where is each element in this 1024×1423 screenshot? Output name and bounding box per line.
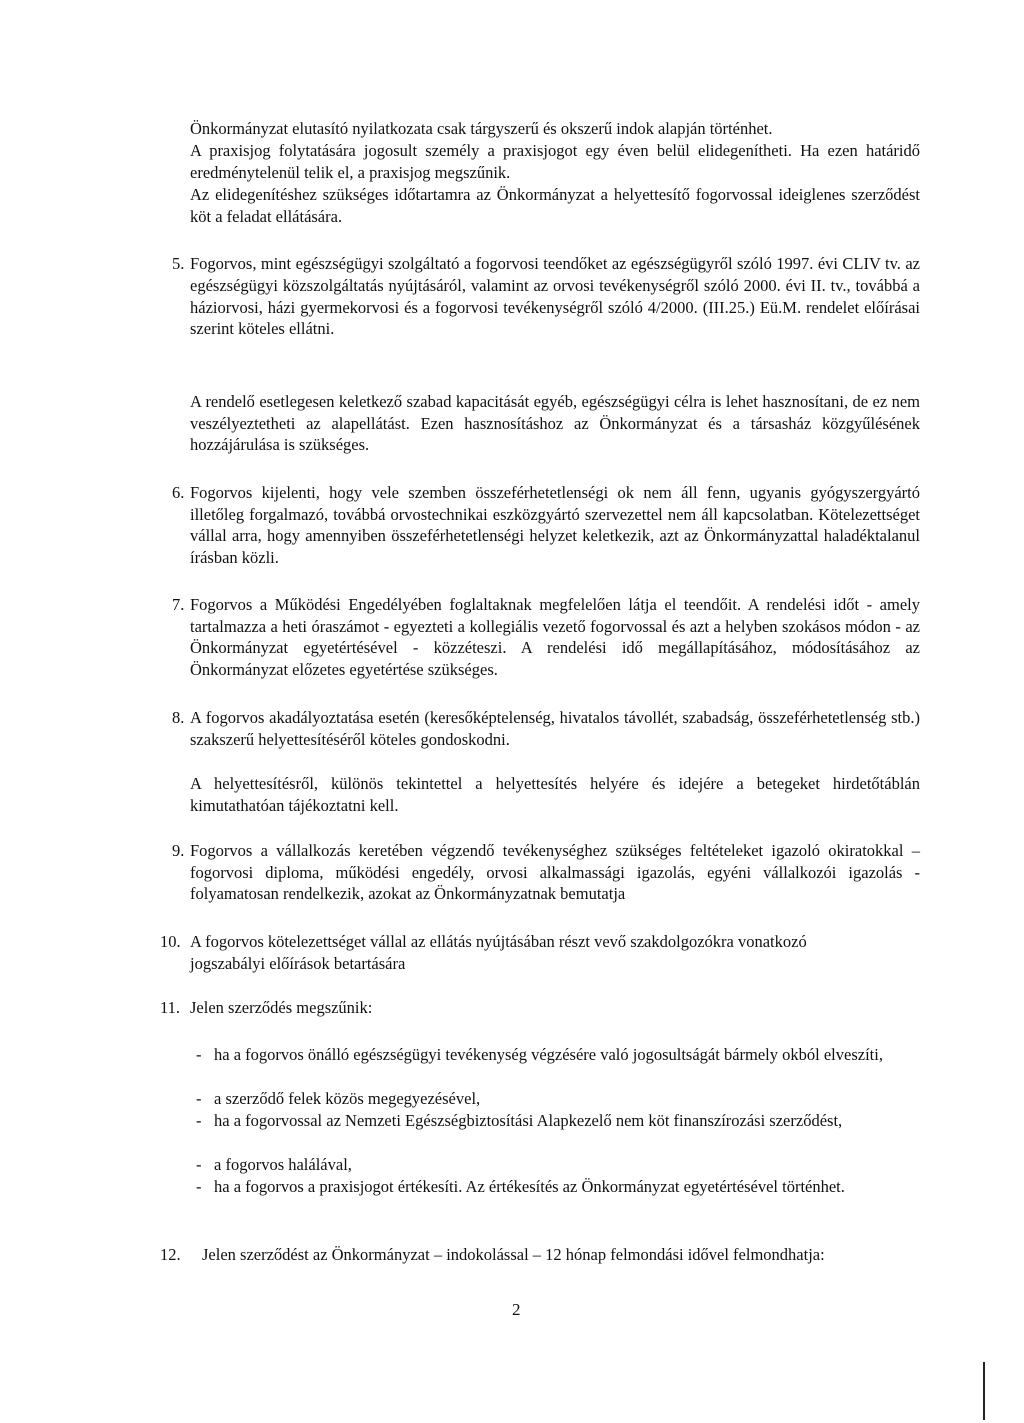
item-5-text: Fogorvos, mint egészségügyi szolgáltató a fogorvosi teendőket az egészségügyről szóló 1997. évi CLIV tv. az egészségügyi közszolgáltatás nyújtásáról, valamint az orvosi tevékenységről szóló 2000. évi II. tv., továbbá a háziorvosi, házi gyermekorvosi és a fogorvosi tevékenységről szóló 4/2000. (III.25.) Eü.M. rendelet előírásai szerint köteles ellátni. [190, 254, 920, 339]
item-10-text: A fogorvos kötelezettséget vállal az ellátás nyújtásában részt vevő szakdolgozókra vonatkozó jogszabályi előírások betartására [190, 932, 807, 973]
bullet-dash: - [196, 1155, 202, 1174]
termination-item-1-text: ha a fogorvos önálló egészségügyi tevékenység végzésére való jogosultságát bármely okból elveszíti, [214, 1045, 883, 1064]
item-8-text: A fogorvos akadályoztatása esetén (keresőképtelenség, hivatalos távollét, szabadság, összeférhetetlenség stb.) szakszerű helyettesítéséről köteles gondoskodni. [190, 708, 920, 749]
item-12-text: Jelen szerződést az Önkormányzat – indokolással – 12 hónap felmondási idővel felmondhatja: [202, 1245, 825, 1264]
item-6-number: 6. [172, 483, 185, 502]
item-9-number: 9. [172, 841, 185, 860]
bullet-dash: - [196, 1089, 202, 1108]
item-10-number: 10. [160, 932, 181, 951]
item-12-number: 12. [160, 1245, 181, 1264]
intro-paragraph-2: A praxisjog folytatására jogosult személy a praxisjogot egy éven belül elidegenítheti. Ha ezen határidő eredménytelenül telik el, a praxisjog megszűnik. [190, 141, 920, 182]
termination-item-4-text: a fogorvos halálával, [214, 1155, 352, 1174]
item-7-number: 7. [172, 595, 185, 614]
item-8-paragraph-b: A helyettesítésről, különös tekintettel a helyettesítés helyére és idejére a betegeket hirdetőtáblán kimutathatóan tájékoztatni kell. [190, 774, 920, 815]
termination-item-3-text: ha a fogorvossal az Nemzeti Egészségbiztosítási Alapkezelő nem köt finanszírozási szerződést, [214, 1111, 843, 1130]
item-5-paragraph-b: A rendelő esetlegesen keletkező szabad kapacitását egyéb, egészségügyi célra is lehet hasznosítani, de ez nem veszélyeztetheti az alapellátást. Ezen hasznosításhoz az Önkormányzat és a társasház közgyűlésének hozzájárulása is szükséges. [190, 392, 920, 455]
item-5-number: 5. [172, 254, 185, 273]
item-7-text: Fogorvos a Működési Engedélyében foglaltaknak megfelelően látja el teendőit. A rendelési időt - amely tartalmazza a heti óraszámot - egyezteti a kollegiális vezető fogorvossal és azt a helyben szokásos módon - az Önkormányzat egyetértésével - közzéteszi. A rendelési idő megállapításához, módosításához az Önkormányzat előzetes egyetértése szükséges. [190, 595, 920, 679]
scan-edge-line [983, 1362, 985, 1420]
termination-item-2-text: a szerződő felek közös megegyezésével, [214, 1089, 481, 1108]
bullet-dash: - [196, 1111, 202, 1130]
page-number: 2 [512, 1300, 521, 1319]
item-11-number: 11. [160, 998, 181, 1017]
termination-item-5-text: ha a fogorvos a praxisjogot értékesíti. Az értékesítés az Önkormányzat egyetértésével történhet. [214, 1177, 845, 1196]
bullet-dash: - [196, 1177, 202, 1196]
item-11-text: Jelen szerződés megszűnik: [190, 998, 373, 1017]
bullet-dash: - [196, 1045, 202, 1064]
item-6-text: Fogorvos kijelenti, hogy vele szemben összeférhetetlenségi ok nem áll fenn, ugyanis gyógyszergyártó illetőleg forgalmazó, továbbá orvostechnikai eszközgyártó szervezettel nem áll kapcsolatban. Kötelezettséget vállal arra, hogy amennyiben összeférhetetlenségi helyzet keletkezik, azt az Önkormányzattal haladéktalanul írásban közli. [190, 483, 920, 567]
item-8-number: 8. [172, 708, 185, 727]
intro-paragraph-1: Önkormányzat elutasító nyilatkozata csak tárgyszerű és okszerű indok alapján történhet. [190, 119, 773, 138]
intro-paragraph-3: Az elidegenítéshez szükséges időtartamra az Önkormányzat a helyettesítő fogorvossal ideiglenes szerződést köt a feladat ellátására. [190, 185, 920, 226]
item-9-text: Fogorvos a vállalkozás keretében végzendő tevékenységhez szükséges feltételeket igazoló okiratokkal – fogorvosi diploma, működési engedély, orvosi alkalmassági igazolás, egyéni vállalkozói igazolás - folyamatosan rendelkezik, azokat az Önkormányzatnak bemutatja [190, 841, 920, 904]
